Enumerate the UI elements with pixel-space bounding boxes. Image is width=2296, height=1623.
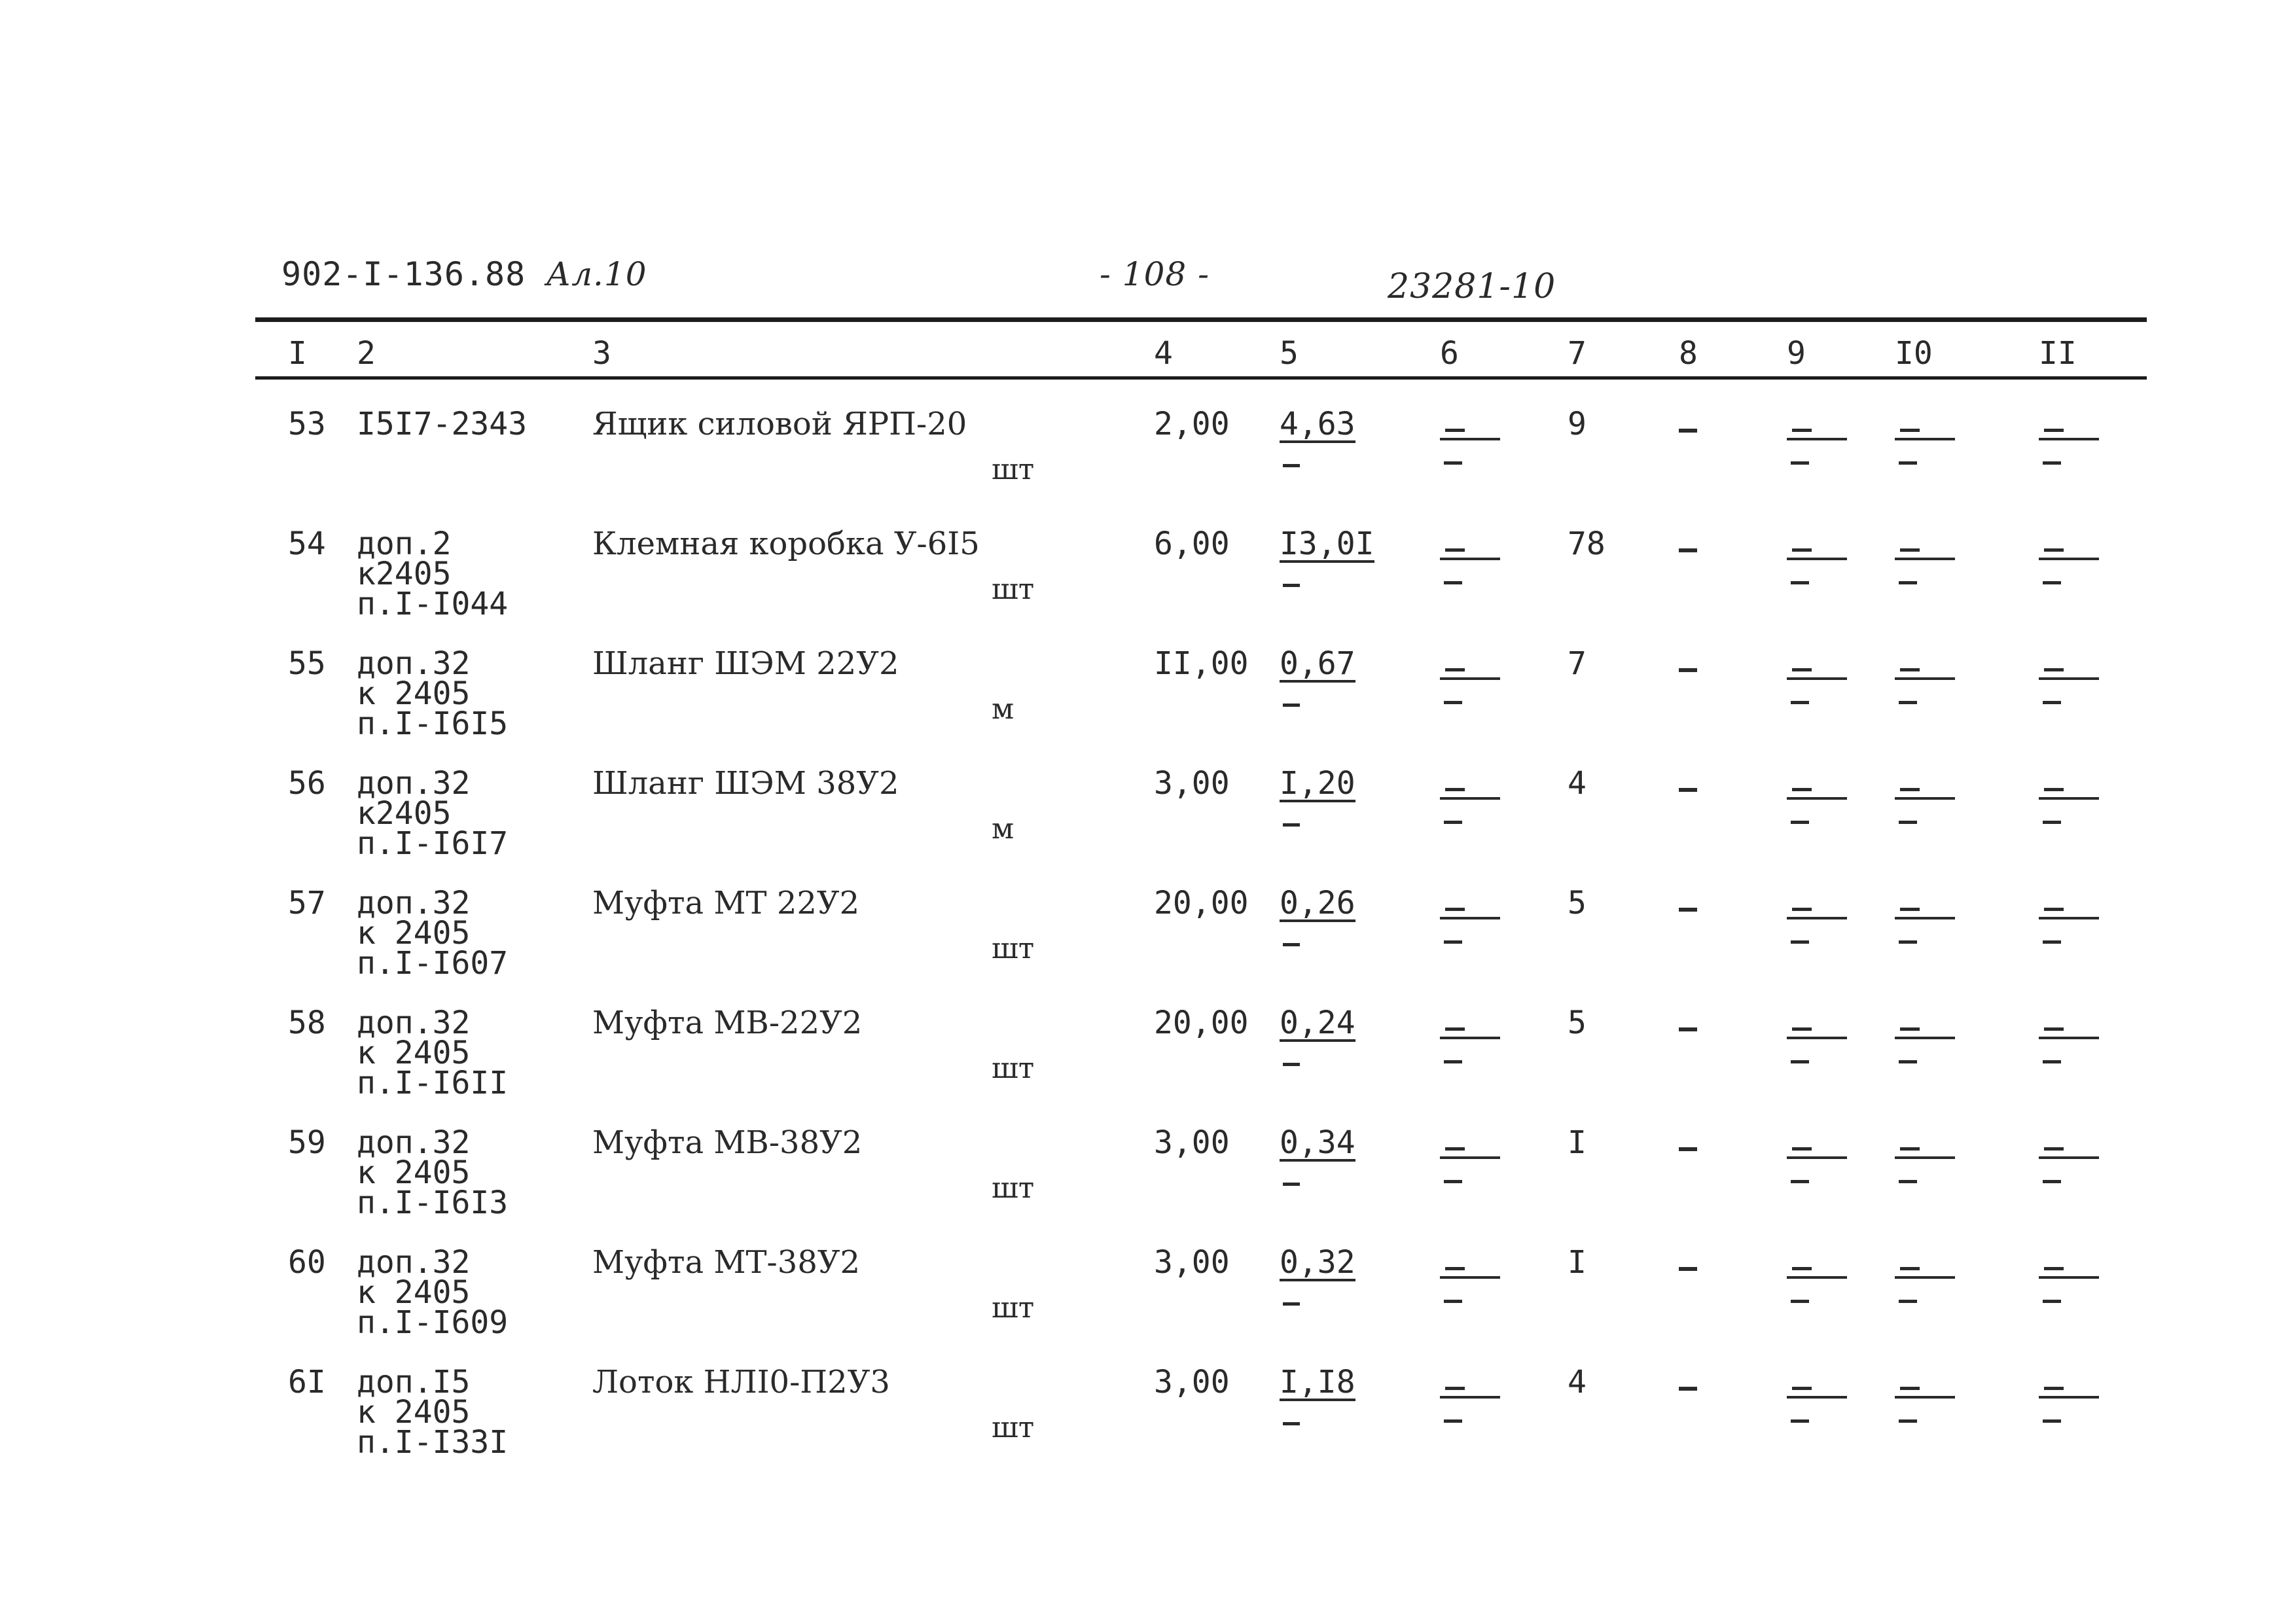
dash-mark bbox=[1895, 1396, 1955, 1399]
table-row bbox=[0, 765, 2296, 880]
row-number: 57 bbox=[288, 885, 326, 921]
dash-mark bbox=[1792, 429, 1812, 432]
dash-mark bbox=[1445, 1387, 1465, 1390]
dash-mark bbox=[2043, 1419, 2061, 1423]
dash-mark bbox=[2044, 1147, 2064, 1150]
dash-mark bbox=[1787, 1396, 1847, 1399]
col6-dash bbox=[1440, 1008, 1505, 1073]
column-header-9: 9 bbox=[1787, 335, 1806, 372]
dash-mark bbox=[1787, 1156, 1847, 1159]
dash-mark bbox=[1899, 1300, 1917, 1303]
column-7-value: I bbox=[1568, 1124, 1587, 1161]
item-name: Муфта МВ-38У2 bbox=[592, 1124, 863, 1161]
col6-dash bbox=[1440, 529, 1505, 594]
column-header-1: I bbox=[288, 335, 307, 372]
price-code: доп.I5 к 2405 п.I-I33I bbox=[357, 1364, 509, 1461]
dash-mark bbox=[1440, 677, 1500, 680]
col11-dash bbox=[2039, 649, 2104, 714]
price-secondary-dash bbox=[1283, 1302, 1300, 1306]
dash-mark bbox=[1445, 1267, 1465, 1270]
dash-mark bbox=[2043, 1300, 2061, 1303]
column-header-3: 3 bbox=[592, 335, 611, 372]
header-bottom-rule bbox=[255, 376, 2147, 380]
dash-mark bbox=[1791, 581, 1809, 584]
col11-dash bbox=[2039, 888, 2104, 954]
unit: шт bbox=[992, 932, 1035, 965]
column-header-4: 4 bbox=[1154, 335, 1173, 372]
inventory-number: 23281-10 bbox=[1388, 267, 1556, 306]
col6-dash bbox=[1440, 768, 1505, 834]
price-secondary-dash bbox=[1283, 823, 1300, 827]
table-row bbox=[0, 1244, 2296, 1359]
price-secondary-dash bbox=[1283, 943, 1300, 946]
dash-mark bbox=[1899, 1180, 1917, 1183]
dash-mark bbox=[1895, 677, 1955, 680]
price-secondary-dash bbox=[1283, 584, 1300, 587]
dash-mark bbox=[1792, 1027, 1812, 1031]
dash-mark bbox=[1900, 668, 1920, 671]
dash-mark bbox=[2039, 677, 2099, 680]
price-secondary-dash bbox=[1283, 1422, 1300, 1425]
quantity: 6,00 bbox=[1154, 526, 1230, 562]
col10-dash bbox=[1895, 529, 1960, 594]
col6-dash bbox=[1440, 888, 1505, 954]
dash-mark bbox=[1444, 1300, 1462, 1303]
unit-price: 0,67 bbox=[1280, 645, 1355, 682]
col8-dash bbox=[1679, 1387, 1697, 1391]
col9-dash bbox=[1787, 529, 1852, 594]
dash-mark bbox=[2039, 1276, 2099, 1279]
dash-mark bbox=[1895, 917, 1955, 919]
col6-dash bbox=[1440, 1247, 1505, 1313]
quantity: 3,00 bbox=[1154, 1244, 1230, 1281]
table-row bbox=[0, 1364, 2296, 1478]
dash-mark bbox=[1900, 1147, 1920, 1150]
col9-dash bbox=[1787, 409, 1852, 474]
dash-mark bbox=[1445, 548, 1465, 552]
col11-dash bbox=[2039, 1247, 2104, 1313]
dash-mark bbox=[1444, 940, 1462, 944]
dash-mark bbox=[2039, 917, 2099, 919]
row-number: 53 bbox=[288, 406, 326, 442]
dash-mark bbox=[1899, 1419, 1917, 1423]
col10-dash bbox=[1895, 1128, 1960, 1193]
price-code: доп.32 к 2405 п.I-I6I3 bbox=[357, 1124, 509, 1221]
dash-mark bbox=[2039, 438, 2099, 440]
album-text: Ал.10 bbox=[546, 255, 647, 293]
dash-mark bbox=[1791, 821, 1809, 824]
column-header-7: 7 bbox=[1568, 335, 1587, 372]
dash-mark bbox=[1787, 558, 1847, 560]
dash-mark bbox=[1900, 788, 1920, 791]
col10-dash bbox=[1895, 649, 1960, 714]
quantity: 3,00 bbox=[1154, 1124, 1230, 1161]
dash-mark bbox=[1440, 1156, 1500, 1159]
dash-mark bbox=[1440, 1276, 1500, 1279]
unit: шт bbox=[992, 1171, 1035, 1205]
dash-mark bbox=[1440, 558, 1500, 560]
quantity: II,00 bbox=[1154, 645, 1249, 682]
dash-mark bbox=[1791, 1180, 1809, 1183]
dash-mark bbox=[2044, 548, 2064, 552]
dash-mark bbox=[1791, 940, 1809, 944]
dash-mark bbox=[2039, 1156, 2099, 1159]
price-secondary-dash bbox=[1283, 1063, 1300, 1066]
col11-dash bbox=[2039, 768, 2104, 834]
col9-dash bbox=[1787, 1008, 1852, 1073]
column-7-value: 9 bbox=[1568, 406, 1587, 442]
column-7-value: 7 bbox=[1568, 645, 1587, 682]
unit: шт bbox=[992, 573, 1035, 606]
item-name: Лоток НЛI0-П2У3 bbox=[592, 1364, 890, 1400]
header-top-rule bbox=[255, 317, 2147, 322]
column-7-value: 4 bbox=[1568, 1364, 1587, 1400]
col8-dash bbox=[1679, 668, 1697, 672]
row-number: 56 bbox=[288, 765, 326, 802]
quantity: 2,00 bbox=[1154, 406, 1230, 442]
col10-dash bbox=[1895, 1247, 1960, 1313]
table-row bbox=[0, 406, 2296, 520]
table-row bbox=[0, 1005, 2296, 1119]
col10-dash bbox=[1895, 888, 1960, 954]
dash-mark bbox=[1895, 438, 1955, 440]
item-name: Клемная коробка У-6I5 bbox=[592, 526, 980, 562]
dash-mark bbox=[1787, 917, 1847, 919]
column-header-11: II bbox=[2039, 335, 2077, 372]
dash-mark bbox=[1445, 1027, 1465, 1031]
table-row bbox=[0, 526, 2296, 640]
quantity: 20,00 bbox=[1154, 885, 1249, 921]
unit-price: I,20 bbox=[1280, 765, 1355, 802]
doc-code-text: 902-I-136.88 bbox=[281, 255, 526, 293]
col11-dash bbox=[2039, 1008, 2104, 1073]
col11-dash bbox=[2039, 1367, 2104, 1433]
col9-dash bbox=[1787, 888, 1852, 954]
dash-mark bbox=[1791, 461, 1809, 465]
unit: м bbox=[992, 812, 1014, 846]
unit-price: I,I8 bbox=[1280, 1364, 1355, 1400]
col8-dash bbox=[1679, 908, 1697, 912]
dash-mark bbox=[1445, 668, 1465, 671]
dash-mark bbox=[1444, 821, 1462, 824]
dash-mark bbox=[1792, 548, 1812, 552]
dash-mark bbox=[1792, 1267, 1812, 1270]
col6-dash bbox=[1440, 649, 1505, 714]
dash-mark bbox=[1791, 701, 1809, 704]
dash-mark bbox=[2044, 1027, 2064, 1031]
item-name: Ящик силовой ЯРП-20 bbox=[592, 406, 967, 442]
col10-dash bbox=[1895, 409, 1960, 474]
dash-mark bbox=[1899, 701, 1917, 704]
table-row bbox=[0, 1124, 2296, 1239]
col10-dash bbox=[1895, 1367, 1960, 1433]
dash-mark bbox=[1791, 1300, 1809, 1303]
col8-dash bbox=[1679, 1267, 1697, 1271]
dash-mark bbox=[2044, 1267, 2064, 1270]
dash-mark bbox=[1792, 908, 1812, 911]
column-header-10: I0 bbox=[1895, 335, 1933, 372]
price-code: доп.32 к 2405 п.I-I6I5 bbox=[357, 645, 509, 742]
row-number: 55 bbox=[288, 645, 326, 682]
dash-mark bbox=[1895, 797, 1955, 800]
unit: шт bbox=[992, 1411, 1035, 1444]
dash-mark bbox=[1440, 438, 1500, 440]
dash-mark bbox=[1787, 1276, 1847, 1279]
unit: шт bbox=[992, 453, 1035, 486]
dash-mark bbox=[1444, 1180, 1462, 1183]
dash-mark bbox=[2044, 429, 2064, 432]
col9-dash bbox=[1787, 1128, 1852, 1193]
item-name: Муфта МВ-22У2 bbox=[592, 1005, 863, 1041]
col8-dash bbox=[1679, 1027, 1697, 1031]
col11-dash bbox=[2039, 1128, 2104, 1193]
page-number: - 108 - bbox=[1100, 255, 1210, 293]
dash-mark bbox=[1445, 429, 1465, 432]
price-code: доп.32 к 2405 п.I-I6II bbox=[357, 1005, 509, 1101]
column-7-value: 5 bbox=[1568, 885, 1587, 921]
dash-mark bbox=[2039, 1037, 2099, 1039]
row-number: 6I bbox=[288, 1364, 326, 1400]
dash-mark bbox=[1895, 1276, 1955, 1279]
table-row bbox=[0, 645, 2296, 760]
col11-dash bbox=[2039, 529, 2104, 594]
unit: шт bbox=[992, 1291, 1035, 1325]
dash-mark bbox=[1787, 677, 1847, 680]
price-code: доп.32 к 2405 п.I-I607 bbox=[357, 885, 509, 982]
dash-mark bbox=[1440, 797, 1500, 800]
dash-mark bbox=[1787, 1037, 1847, 1039]
dash-mark bbox=[2044, 908, 2064, 911]
dash-mark bbox=[2044, 1387, 2064, 1390]
dash-mark bbox=[1445, 1147, 1465, 1150]
dash-mark bbox=[1899, 461, 1917, 465]
dash-mark bbox=[1792, 1387, 1812, 1390]
col8-dash bbox=[1679, 788, 1697, 792]
dash-mark bbox=[1440, 1396, 1500, 1399]
dash-mark bbox=[2039, 797, 2099, 800]
column-7-value: 5 bbox=[1568, 1005, 1587, 1041]
dash-mark bbox=[1787, 438, 1847, 440]
dash-mark bbox=[1900, 1267, 1920, 1270]
unit-price: 0,34 bbox=[1280, 1124, 1355, 1161]
quantity: 20,00 bbox=[1154, 1005, 1249, 1041]
dash-mark bbox=[1444, 461, 1462, 465]
dash-mark bbox=[2043, 461, 2061, 465]
dash-mark bbox=[2043, 940, 2061, 944]
dash-mark bbox=[1895, 1156, 1955, 1159]
row-number: 59 bbox=[288, 1124, 326, 1161]
dash-mark bbox=[2043, 821, 2061, 824]
dash-mark bbox=[2043, 1060, 2061, 1063]
dash-mark bbox=[1900, 548, 1920, 552]
column-7-value: I bbox=[1568, 1244, 1587, 1281]
col6-dash bbox=[1440, 1128, 1505, 1193]
dash-mark bbox=[2043, 1180, 2061, 1183]
dash-mark bbox=[1899, 940, 1917, 944]
column-header-2: 2 bbox=[357, 335, 376, 372]
col10-dash bbox=[1895, 768, 1960, 834]
document-code bbox=[281, 255, 647, 293]
row-number: 60 bbox=[288, 1244, 326, 1281]
col9-dash bbox=[1787, 1247, 1852, 1313]
unit-price: 0,26 bbox=[1280, 885, 1355, 921]
dash-mark bbox=[1444, 701, 1462, 704]
dash-mark bbox=[1792, 1147, 1812, 1150]
dash-mark bbox=[1444, 1419, 1462, 1423]
dash-mark bbox=[1899, 1060, 1917, 1063]
unit-price: 0,24 bbox=[1280, 1005, 1355, 1041]
unit: м bbox=[992, 692, 1014, 726]
col6-dash bbox=[1440, 1367, 1505, 1433]
dash-mark bbox=[1445, 788, 1465, 791]
dash-mark bbox=[1791, 1060, 1809, 1063]
dash-mark bbox=[1445, 908, 1465, 911]
column-header-8: 8 bbox=[1679, 335, 1698, 372]
dash-mark bbox=[1899, 581, 1917, 584]
col11-dash bbox=[2039, 409, 2104, 474]
column-7-value: 78 bbox=[1568, 526, 1605, 562]
price-code: доп.2 к2405 п.I-I044 bbox=[357, 526, 509, 622]
dash-mark bbox=[1440, 1037, 1500, 1039]
col9-dash bbox=[1787, 649, 1852, 714]
dash-mark bbox=[2039, 558, 2099, 560]
price-secondary-dash bbox=[1283, 1183, 1300, 1186]
dash-mark bbox=[1895, 558, 1955, 560]
dash-mark bbox=[2039, 1396, 2099, 1399]
col8-dash bbox=[1679, 548, 1697, 552]
col8-dash bbox=[1679, 429, 1697, 433]
dash-mark bbox=[2043, 701, 2061, 704]
dash-mark bbox=[2044, 668, 2064, 671]
price-code: доп.32 к2405 п.I-I6I7 bbox=[357, 765, 509, 862]
unit: шт bbox=[992, 1052, 1035, 1085]
quantity: 3,00 bbox=[1154, 1364, 1230, 1400]
dash-mark bbox=[1900, 1387, 1920, 1390]
column-7-value: 4 bbox=[1568, 765, 1587, 802]
table-row bbox=[0, 885, 2296, 999]
dash-mark bbox=[1900, 1027, 1920, 1031]
row-number: 58 bbox=[288, 1005, 326, 1041]
column-header-6: 6 bbox=[1440, 335, 1459, 372]
col10-dash bbox=[1895, 1008, 1960, 1073]
column-header-5: 5 bbox=[1280, 335, 1299, 372]
dash-mark bbox=[1792, 788, 1812, 791]
col9-dash bbox=[1787, 1367, 1852, 1433]
dash-mark bbox=[1900, 908, 1920, 911]
item-name: Муфта МТ-38У2 bbox=[592, 1244, 861, 1281]
row-number: 54 bbox=[288, 526, 326, 562]
dash-mark bbox=[1900, 429, 1920, 432]
dash-mark bbox=[1792, 668, 1812, 671]
dash-mark bbox=[1440, 917, 1500, 919]
price-secondary-dash bbox=[1283, 464, 1300, 467]
dash-mark bbox=[1787, 797, 1847, 800]
unit-price: 0,32 bbox=[1280, 1244, 1355, 1281]
item-name: Шланг ШЭМ 22У2 bbox=[592, 645, 899, 682]
price-code: доп.32 к 2405 п.I-I609 bbox=[357, 1244, 509, 1341]
unit-price: I3,0I bbox=[1280, 526, 1374, 562]
dash-mark bbox=[2043, 581, 2061, 584]
col8-dash bbox=[1679, 1147, 1697, 1151]
dash-mark bbox=[1444, 1060, 1462, 1063]
dash-mark bbox=[1899, 821, 1917, 824]
col9-dash bbox=[1787, 768, 1852, 834]
dash-mark bbox=[1444, 581, 1462, 584]
item-name: Муфта МТ 22У2 bbox=[592, 885, 860, 921]
quantity: 3,00 bbox=[1154, 765, 1230, 802]
dash-mark bbox=[1791, 1419, 1809, 1423]
price-secondary-dash bbox=[1283, 704, 1300, 707]
dash-mark bbox=[2044, 788, 2064, 791]
price-code: I5I7-2343 bbox=[357, 406, 528, 442]
item-name: Шланг ШЭМ 38У2 bbox=[592, 765, 899, 802]
dash-mark bbox=[1895, 1037, 1955, 1039]
unit-price: 4,63 bbox=[1280, 406, 1355, 442]
col6-dash bbox=[1440, 409, 1505, 474]
